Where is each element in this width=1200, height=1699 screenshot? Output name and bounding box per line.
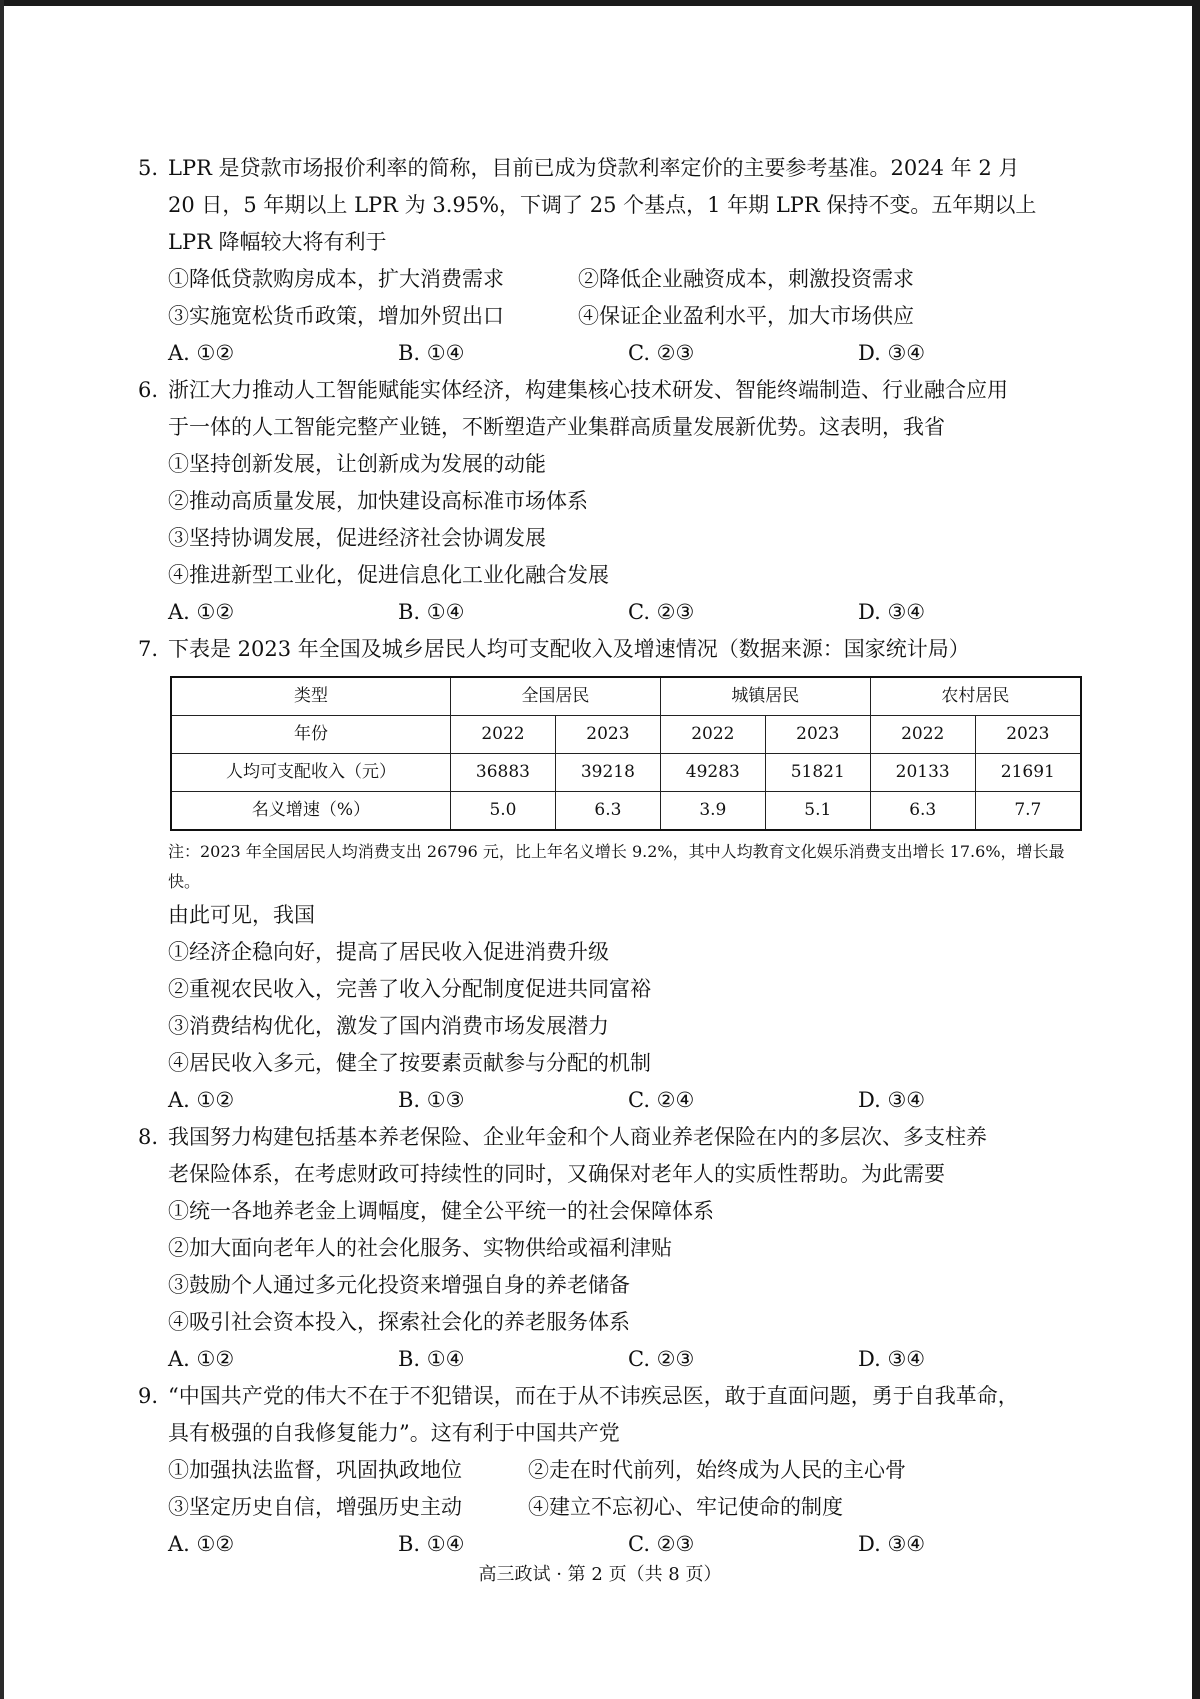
option-statement: ③实施宽松货币政策，增加外贸出口	[168, 304, 504, 328]
answer-choices	[138, 335, 1088, 372]
question-text: 20 日，5 年期以上 LPR 为 3.95%，下调了 25 个基点，1 年期 LPR 保持不变。五年期以上	[168, 193, 1037, 217]
answer-c: C. ②④	[628, 1088, 695, 1112]
table-row-label: 人均可支配收入（元）	[171, 754, 451, 792]
answer-c: C. ②③	[628, 600, 695, 624]
table-cell: 6.3	[555, 792, 660, 831]
table-cell: 5.1	[765, 792, 870, 831]
table-cell: 21691	[975, 754, 1081, 792]
table-cell: 7.7	[975, 792, 1081, 831]
option-statement: ①降低贷款购房成本，扩大消费需求	[168, 267, 504, 291]
question-7	[138, 631, 1088, 1119]
table-row-label: 名义增速（%）	[171, 792, 451, 831]
table-header: 农村居民	[870, 677, 1081, 716]
answer-a: A. ①②	[168, 600, 235, 624]
exam-page	[138, 150, 1088, 1563]
question-number: 8.	[138, 1125, 159, 1149]
option-statement: ①加强执法监督，巩固执政地位	[168, 1458, 462, 1482]
option-statement: ④吸引社会资本投入，探索社会化的养老服务体系	[168, 1310, 630, 1334]
table-cell: 2023	[765, 716, 870, 754]
question-8	[138, 1119, 1088, 1378]
table-note: 注：2023 年全国居民人均消费支出 26796 元，比上年名义增长 9.2%，其中人均教育文化娱乐消费支出增长 17.6%，增长最快。	[168, 842, 1065, 891]
answer-b: B. ①④	[398, 341, 465, 365]
option-statement: ④保证企业盈利水平，加大市场供应	[578, 304, 914, 328]
answer-d: D. ③④	[858, 600, 926, 624]
question-text: 下表是 2023 年全国及城乡居民人均可支配收入及增速情况（数据来源：国家统计局）	[168, 637, 970, 661]
table-cell: 2022	[870, 716, 975, 754]
answer-d: D. ③④	[858, 1347, 926, 1371]
question-6	[138, 372, 1088, 631]
answer-d: D. ③④	[858, 341, 926, 365]
answer-choices	[138, 1082, 1088, 1119]
table-cell: 49283	[660, 754, 765, 792]
question-text: “中国共产党的伟大不在于不犯错误，而在于从不讳疾忌医，敢于直面问题，勇于自我革命，	[168, 1384, 1019, 1408]
option-statement: ②降低企业融资成本，刺激投资需求	[578, 267, 914, 291]
answer-c: C. ②③	[628, 341, 695, 365]
option-statement: ②推动高质量发展，加快建设高标准市场体系	[168, 489, 588, 513]
question-text: 我国努力构建包括基本养老保险、企业年金和个人商业养老保险在内的多层次、多支柱养	[168, 1125, 987, 1149]
option-statement: ④建立不忘初心、牢记使命的制度	[528, 1495, 843, 1519]
table-cell: 20133	[870, 754, 975, 792]
answer-d: D. ③④	[858, 1088, 926, 1112]
table-cell: 51821	[765, 754, 870, 792]
question-text: 老保险体系，在考虑财政可持续性的同时，又确保对老年人的实质性帮助。为此需要	[168, 1162, 945, 1186]
option-statement: ③坚定历史自信，增强历史主动	[168, 1495, 462, 1519]
answer-a: A. ①②	[168, 1088, 235, 1112]
table-cell: 36883	[451, 754, 556, 792]
question-number: 9.	[138, 1384, 159, 1408]
table-cell: 39218	[555, 754, 660, 792]
answer-b: B. ①④	[398, 1347, 465, 1371]
option-statement: ③鼓励个人通过多元化投资来增强自身的养老储备	[168, 1273, 630, 1297]
table-header: 类型	[171, 677, 451, 716]
option-statement: ②走在时代前列，始终成为人民的主心骨	[528, 1458, 906, 1482]
answer-b: B. ①④	[398, 600, 465, 624]
option-statement: ③坚持协调发展，促进经济社会协调发展	[168, 526, 546, 550]
option-statement: ①坚持创新发展，让创新成为发展的动能	[168, 452, 546, 476]
table-cell: 2022	[451, 716, 556, 754]
answer-choices	[138, 1526, 1088, 1563]
option-statement: ③消费结构优化，激发了国内消费市场发展潜力	[168, 1014, 609, 1038]
table-header: 城镇居民	[660, 677, 870, 716]
answer-choices	[138, 594, 1088, 631]
option-statement: ①统一各地养老金上调幅度，健全公平统一的社会保障体系	[168, 1199, 714, 1223]
question-text: 由此可见，我国	[168, 903, 315, 927]
option-statement: ②重视农民收入，完善了收入分配制度促进共同富裕	[168, 977, 651, 1001]
option-statement: ④推进新型工业化，促进信息化工业化融合发展	[168, 563, 609, 587]
question-text: 具有极强的自我修复能力”。这有利于中国共产党	[168, 1421, 620, 1445]
answer-a: A. ①②	[168, 1347, 235, 1371]
page-footer: 高三政试 · 第 2 页（共 8 页）	[478, 1564, 722, 1585]
option-statement: ①经济企稳向好，提高了居民收入促进消费升级	[168, 940, 609, 964]
answer-d: D. ③④	[858, 1532, 926, 1556]
question-number: 6.	[138, 378, 159, 402]
answer-choices	[138, 1341, 1088, 1378]
answer-c: C. ②③	[628, 1347, 695, 1371]
income-table	[170, 676, 1082, 831]
answer-c: C. ②③	[628, 1532, 695, 1556]
scan-edge-left	[0, 0, 4, 1699]
question-text: 于一体的人工智能完整产业链，不断塑造产业集群高质量发展新优势。这表明，我省	[168, 415, 945, 439]
question-number: 5.	[138, 156, 159, 180]
table-cell: 6.3	[870, 792, 975, 831]
table-cell: 2023	[975, 716, 1081, 754]
question-number: 7.	[138, 637, 159, 661]
scan-edge-right	[1192, 0, 1200, 1699]
answer-a: A. ①②	[168, 341, 235, 365]
table-cell: 2023	[555, 716, 660, 754]
question-text: LPR 降幅较大将有利于	[168, 230, 387, 254]
table-cell: 3.9	[660, 792, 765, 831]
answer-a: A. ①②	[168, 1532, 235, 1556]
question-9	[138, 1378, 1088, 1563]
table-row-label: 年份	[171, 716, 451, 754]
table-cell: 2022	[660, 716, 765, 754]
question-5	[138, 150, 1088, 372]
table-cell: 5.0	[451, 792, 556, 831]
table-header: 全国居民	[451, 677, 661, 716]
question-text: 浙江大力推动人工智能赋能实体经济，构建集核心技术研发、智能终端制造、行业融合应用	[168, 378, 1008, 402]
answer-b: B. ①③	[398, 1088, 465, 1112]
question-text: LPR 是贷款市场报价利率的简称，目前已成为贷款利率定价的主要参考基准。2024 年 2 月	[168, 156, 1020, 180]
answer-b: B. ①④	[398, 1532, 465, 1556]
scan-edge-top	[0, 0, 1200, 6]
option-statement: ④居民收入多元，健全了按要素贡献参与分配的机制	[168, 1051, 651, 1075]
option-statement: ②加大面向老年人的社会化服务、实物供给或福利津贴	[168, 1236, 672, 1260]
